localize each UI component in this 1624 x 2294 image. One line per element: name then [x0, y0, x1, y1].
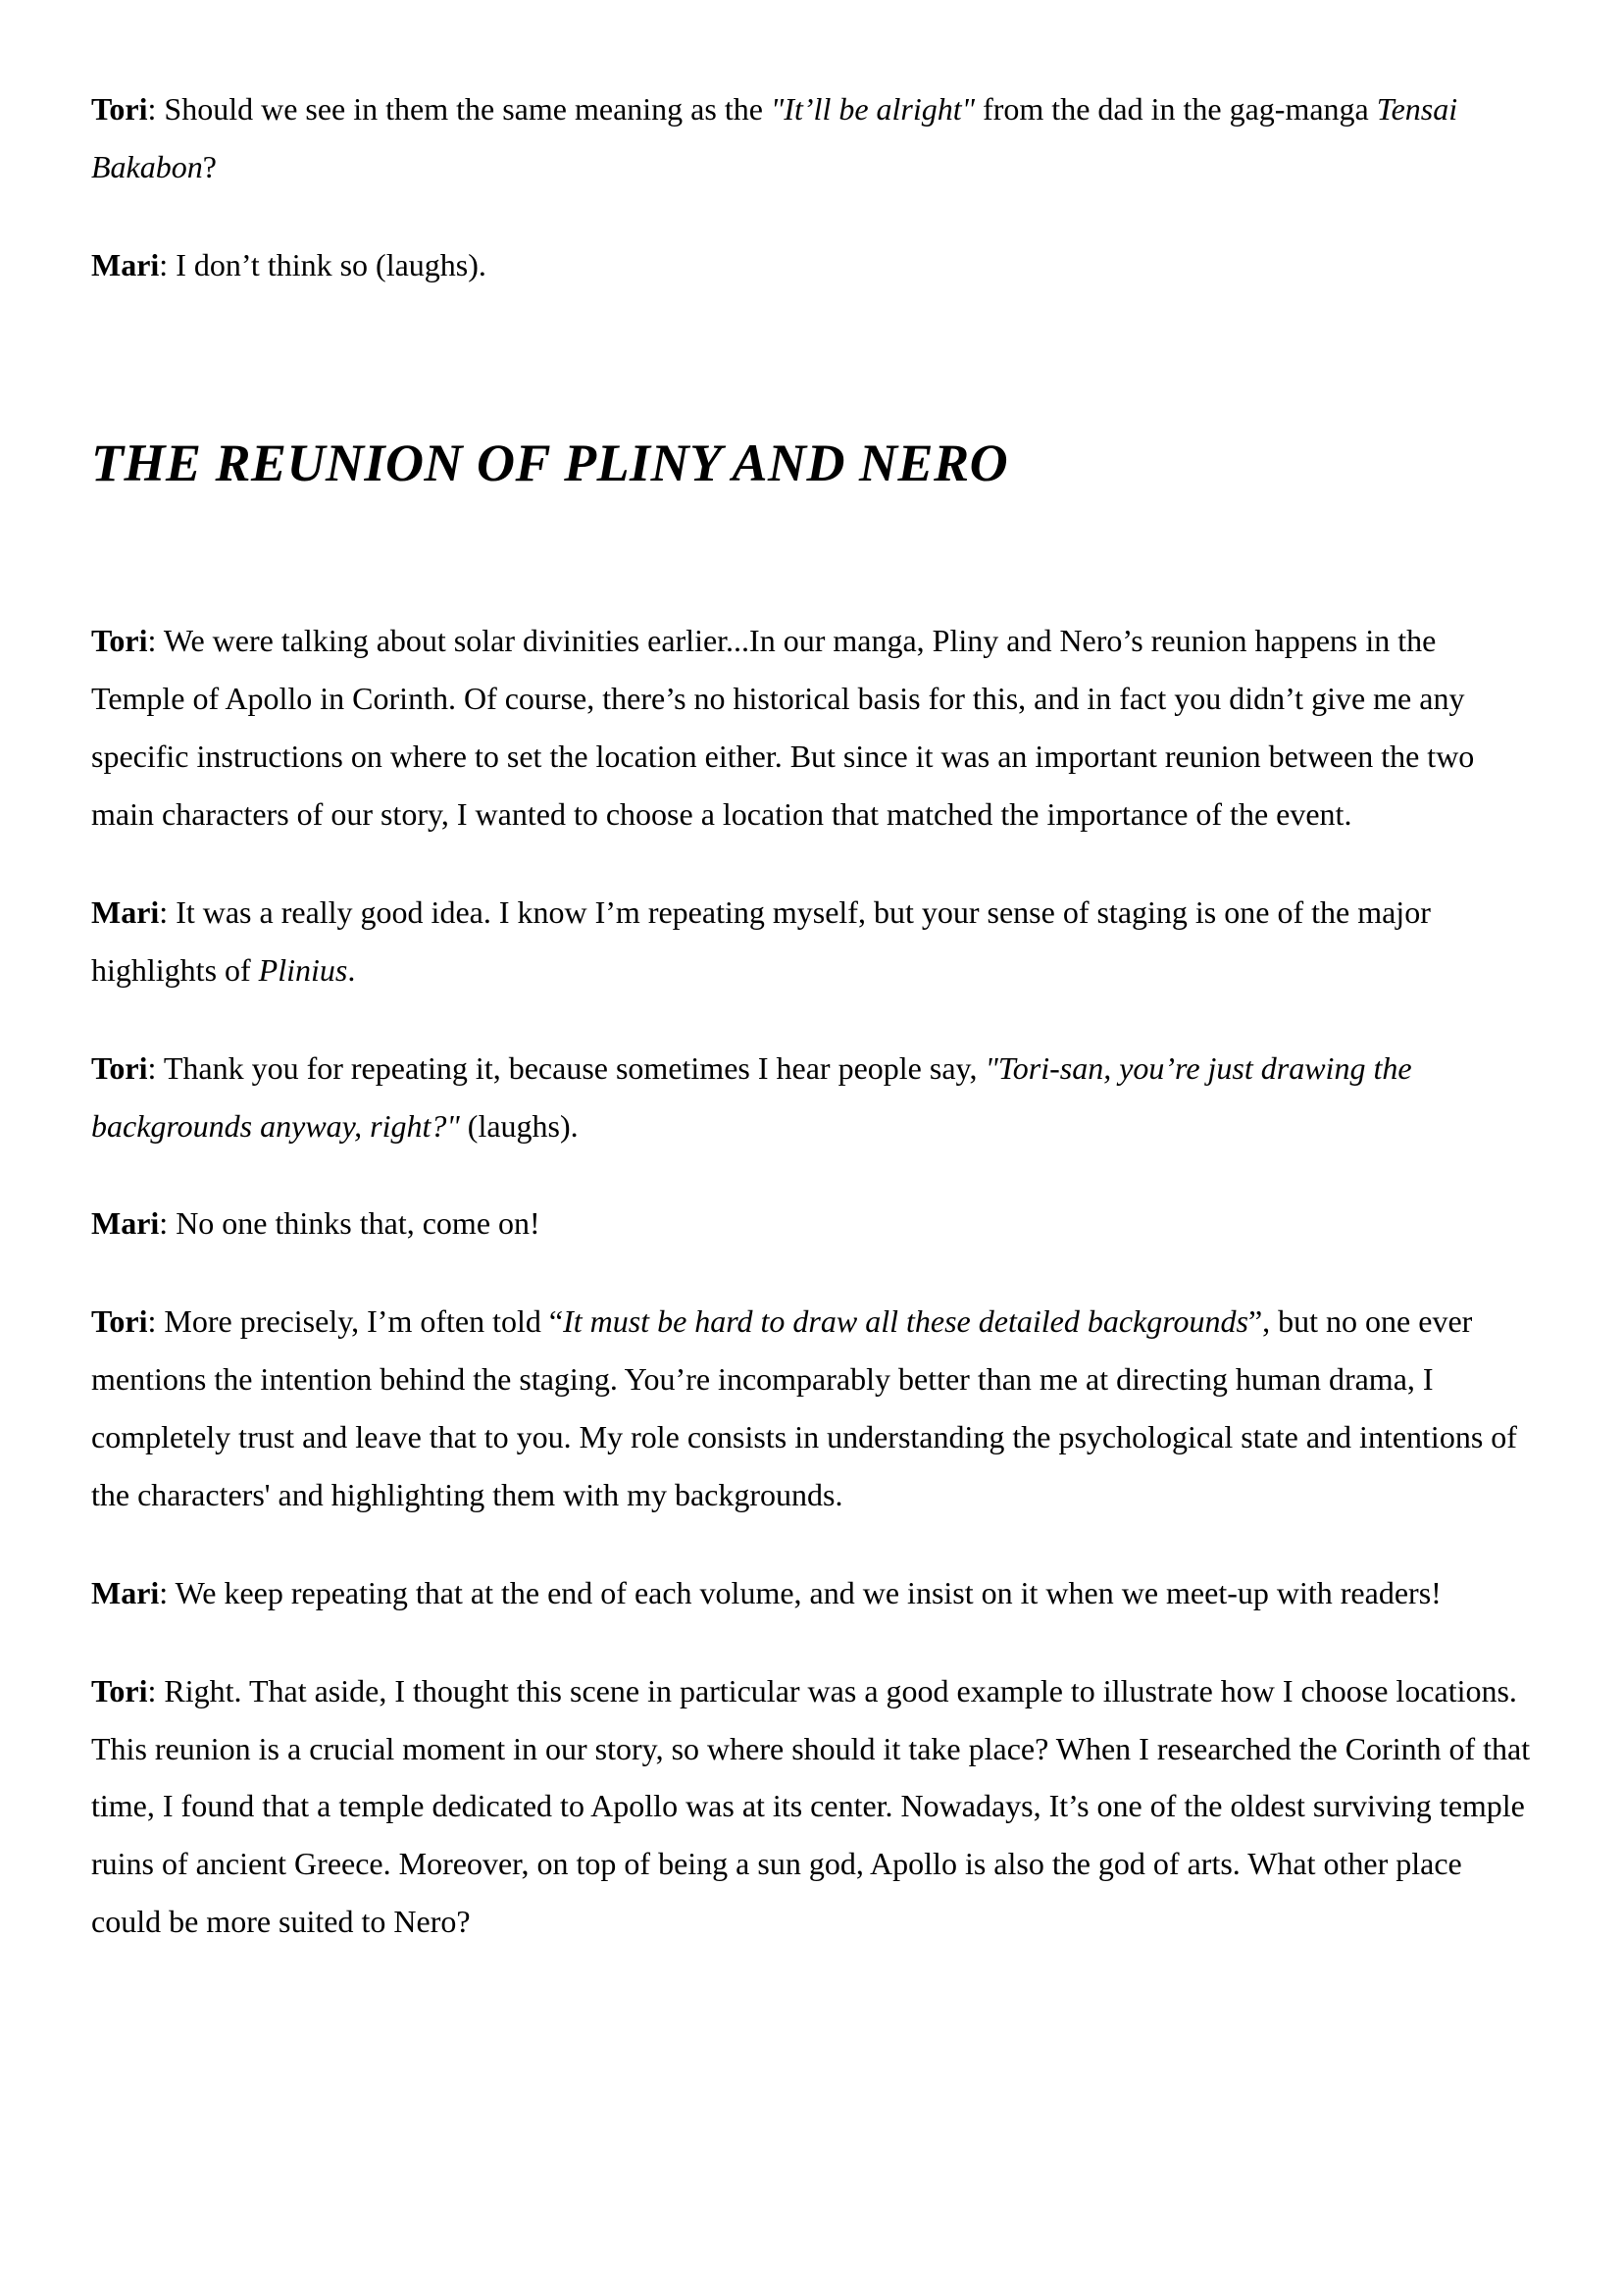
- paragraph: [91, 1195, 1533, 1252]
- paragraph: [91, 1662, 1533, 1951]
- text-segment-bold: Mari: [91, 893, 160, 930]
- text-segment-normal: from the dad in the gag-manga: [975, 91, 1377, 127]
- text-segment-italic: It must be hard to draw all these detailed backgrounds: [563, 1303, 1248, 1340]
- text-segment-italic: Tensai Bakabon: [91, 91, 1458, 184]
- paragraph: [91, 612, 1533, 843]
- paragraph: [91, 80, 1533, 196]
- text-segment-normal: : I don’t think so (laughs).: [159, 246, 486, 282]
- text-segment-bold: Mari: [91, 1574, 160, 1610]
- text-segment-bold: Tori: [91, 623, 148, 659]
- text-segment-italic: "It’ll be alright": [770, 91, 976, 127]
- text-segment-normal: : It was a really good idea. I know I’m repeating myself, but your sense of staging is one of the major highlights of: [91, 893, 1431, 988]
- paragraph: [91, 236, 1533, 294]
- text-segment-bold: Tori: [91, 1049, 148, 1086]
- text-segment-bold: Tori: [91, 1303, 148, 1340]
- paragraph: [91, 1293, 1533, 1524]
- text-segment-bold: Tori: [91, 91, 148, 127]
- text-segment-normal: : Thank you for repeating it, because sometimes I hear people say,: [147, 1049, 986, 1086]
- text-segment-normal: : We keep repeating that at the end of each volume, and we insist on it when we meet-up with readers!: [159, 1574, 1442, 1610]
- text-segment-bold: Mari: [91, 246, 160, 282]
- paragraph: [91, 884, 1533, 999]
- text-segment-bold: Mari: [91, 1205, 160, 1242]
- paragraph: [91, 1040, 1533, 1155]
- text-segment-normal: (laughs).: [459, 1107, 579, 1144]
- text-segment-italic: "Tori-san, you’re just drawing the backgrounds anyway, right?": [91, 1049, 1412, 1144]
- text-segment-normal: : No one thinks that, come on!: [159, 1205, 540, 1242]
- text-segment-normal: ?: [202, 148, 217, 184]
- document-content: [91, 80, 1533, 1951]
- text-segment-normal: : We were talking about solar divinities earlier...In our manga, Pliny and Nero’s reunion happens in the Temple of Apollo in Corinth. Of course, there’s no historical basis for this, and in fact you didn’t give me any specific instructions on where to set the location either. But since it was an important reunion between the two main characters of our story, I wanted to choose a location that matched the importance of the event.: [91, 623, 1475, 833]
- text-segment-normal: : Right. That aside, I thought this scene in particular was a good example to illustrate how I choose locations. This reunion is a crucial moment in our story, so where should it take place? When I researched the Corinth of that time, I found that a temple dedicated to Apollo was at its center. Nowadays, It’s one of the oldest surviving temple ruins of ancient Greece. Moreover, on top of being a sun god, Apollo is also the god of arts. What other place could be more suited to Nero?: [91, 1672, 1531, 1940]
- text-segment-normal: .: [347, 951, 356, 988]
- text-segment-normal: : Should we see in them the same meaning as the: [147, 91, 771, 127]
- section-heading: THE REUNION OF PLINY AND NERO: [91, 433, 1009, 492]
- text-segment-normal: ”, but no one ever mentions the intention behind the staging. You’re incomparably better than me at directing human drama, I completely trust and leave that to you. My role consists in understanding the psychological state and intentions of the characters' and highlighting them with my backgrounds.: [91, 1303, 1517, 1512]
- text-segment-bold: Tori: [91, 1672, 148, 1708]
- paragraph: [91, 1564, 1533, 1622]
- text-segment-italic: Plinius: [258, 951, 348, 988]
- text-segment-normal: : More precisely, I’m often told “: [147, 1303, 564, 1340]
